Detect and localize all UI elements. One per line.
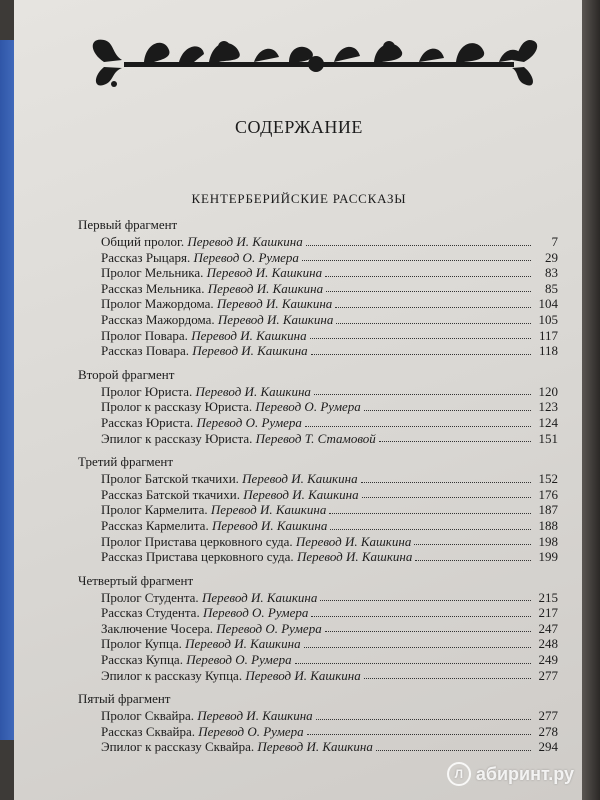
decorative-ornament-header [84, 32, 544, 92]
entry-title: Пролог Повара. [101, 327, 192, 343]
entry-text [101, 636, 301, 652]
page-title: СОДЕРЖАНИЕ [235, 117, 363, 137]
entry-text [101, 265, 322, 281]
leader-dots [361, 482, 531, 483]
toc-entry [78, 518, 558, 534]
page-number: 249 [538, 652, 558, 668]
page-number: 105 [538, 311, 558, 327]
entry-translator: Перевод Т. Стамовой [255, 430, 376, 446]
leader-dots [376, 750, 531, 751]
entry-title: Рассказ Батской ткачихи. [101, 486, 244, 502]
entry-text [101, 296, 332, 312]
page-number: 198 [538, 533, 558, 549]
entry-title: Рассказ Рыцаря. [101, 249, 194, 265]
entry-translator: Перевод И. Кашкина [295, 533, 412, 549]
entry-translator: Перевод И. Кашкина [243, 486, 359, 502]
entry-title: Заключение Чосера. [101, 620, 217, 636]
leader-dots [295, 663, 531, 664]
leader-dots [310, 338, 531, 339]
page-number: 117 [538, 327, 558, 343]
entry-title: Рассказ Студента. [101, 605, 203, 621]
table-of-contents [78, 216, 558, 762]
toc-entry [78, 708, 558, 724]
watermark-logo [447, 762, 574, 786]
leader-dots [336, 323, 531, 324]
toc-entry [78, 384, 558, 400]
watermark-text: абиринт.ру [475, 763, 574, 784]
entry-title: Пролог Мажордома. [101, 296, 217, 312]
page-number: 187 [538, 502, 558, 518]
leader-dots [307, 734, 531, 735]
toc-entry [78, 636, 558, 652]
entry-translator: Перевод И. Кашкина [242, 471, 358, 487]
entry-translator: Перевод И. Кашкина [210, 502, 327, 518]
entry-title: Пролог к рассказу Юриста. [101, 399, 256, 415]
leader-dots [316, 719, 531, 720]
entry-translator: Перевод И. Кашкина [296, 549, 413, 565]
toc-section [78, 366, 558, 446]
entry-text [101, 549, 412, 565]
entry-text [101, 502, 326, 518]
entry-translator: Перевод И. Кашкина [206, 265, 323, 281]
toc-entry [78, 605, 558, 621]
entry-title: Эпилог к рассказу Купца. [101, 667, 246, 683]
leader-dots [325, 276, 531, 277]
page-number: 188 [538, 517, 558, 533]
entry-translator: Перевод О. Румера [193, 249, 299, 265]
entry-translator: Перевод И. Кашкина [191, 327, 307, 343]
entry-text [101, 739, 373, 755]
entry-text [101, 605, 308, 621]
entry-text [101, 312, 333, 328]
entry-title: Пролог Пристава церковного суда. [101, 533, 296, 549]
toc-entry [78, 652, 558, 668]
entry-text [101, 234, 303, 250]
leader-dots [379, 441, 531, 442]
entry-title: Рассказ Купца. [101, 652, 187, 668]
page-number: 123 [538, 399, 558, 415]
toc-entry [78, 590, 558, 606]
entry-translator: Перевод И. Кашкина [197, 708, 313, 724]
entry-translator: Перевод О. Румера [216, 620, 322, 636]
section-heading: Первый фрагмент [78, 217, 178, 232]
entry-translator: Перевод И. Кашкина [217, 311, 334, 327]
page-number: 248 [538, 636, 558, 652]
entry-text [101, 708, 313, 724]
page-number: 104 [538, 296, 558, 312]
page-number: 247 [538, 620, 558, 636]
entry-translator: Перевод О. Румера [186, 652, 292, 668]
entry-text [101, 384, 311, 400]
entry-translator: Перевод О. Румера [202, 605, 309, 621]
toc-section [78, 572, 558, 684]
leader-dots [330, 529, 531, 530]
section-heading: Пятый фрагмент [78, 691, 171, 707]
entry-text [101, 534, 411, 550]
toc-section [78, 216, 558, 359]
entry-text [101, 415, 302, 431]
entry-text [101, 250, 299, 266]
entry-title: Рассказ Кармелита. [101, 517, 212, 533]
entry-title: Рассказ Мельника. [101, 280, 208, 296]
toc-entry [78, 502, 558, 518]
toc-entry [78, 296, 558, 312]
entry-translator: Перевод И. Кашкина [195, 383, 311, 399]
page-number: 85 [545, 280, 558, 296]
page-number: 152 [538, 471, 558, 487]
entry-text [101, 399, 361, 415]
entry-text [101, 724, 304, 740]
page-number: 124 [538, 414, 558, 430]
entry-translator: Перевод О. Румера [255, 399, 361, 415]
page-number: 217 [538, 605, 558, 621]
entry-text [101, 281, 323, 297]
leader-dots [415, 560, 531, 561]
entry-title: Пролог Сквайра. [101, 708, 198, 724]
leader-dots [320, 600, 531, 601]
entry-text [101, 668, 361, 684]
leader-dots [414, 544, 531, 545]
entry-translator: Перевод И. Кашкина [216, 296, 333, 312]
section-heading: Четвертый фрагмент [78, 572, 194, 588]
toc-entry [78, 312, 558, 328]
entry-translator: Перевод И. Кашкина [245, 667, 361, 683]
page-number: 215 [538, 589, 558, 605]
entry-title: Рассказ Сквайра. [101, 723, 199, 739]
entry-translator: Перевод И. Кашкина [185, 636, 301, 652]
entry-text [101, 343, 308, 359]
entry-title: Пролог Юриста. [101, 383, 196, 399]
page-edge-shadow [582, 0, 600, 800]
leader-dots [311, 354, 531, 355]
book-page [14, 0, 584, 800]
entry-title: Рассказ Пристава церковного суда. [101, 549, 297, 565]
page-number: 83 [545, 265, 558, 281]
entry-title: Рассказ Повара. [101, 343, 193, 359]
leader-dots [314, 394, 531, 395]
toc-entry [78, 281, 558, 297]
toc-section [78, 453, 558, 565]
toc-entry [78, 668, 558, 684]
page-number: 278 [538, 723, 558, 739]
entry-translator: Перевод И. Кашкина [201, 589, 318, 605]
entry-title: Пролог Кармелита. [101, 502, 211, 518]
leader-dots [362, 497, 531, 498]
leader-dots [325, 631, 531, 632]
leader-dots [305, 426, 531, 427]
entry-translator: Перевод И. Кашкина [192, 343, 308, 359]
page-number: 29 [545, 249, 558, 265]
page-number: 120 [538, 383, 558, 399]
leader-dots [326, 291, 531, 292]
entry-title: Рассказ Мажордома. [101, 311, 218, 327]
leader-dots [306, 245, 531, 246]
entry-text [101, 621, 322, 637]
toc-entry [78, 415, 558, 431]
page-number: 294 [538, 739, 558, 755]
page-number: 199 [538, 549, 558, 565]
toc-entry [78, 250, 558, 266]
page-number: 151 [538, 430, 558, 446]
leader-dots [311, 616, 531, 617]
section-heading: Второй фрагмент [78, 366, 175, 382]
toc-entry [78, 487, 558, 503]
book-subtitle: КЕНТЕРБЕРИЙСКИЕ РАССКАЗЫ [191, 191, 407, 206]
toc-entry [78, 234, 558, 250]
page-number: 176 [538, 486, 558, 502]
leader-dots [335, 307, 531, 308]
entry-title: Эпилог к рассказу Юриста. [101, 430, 256, 446]
toc-entry [78, 265, 558, 281]
page-number: 118 [538, 343, 558, 359]
entry-title: Пролог Мельника. [101, 265, 207, 281]
leader-dots [364, 678, 531, 679]
leader-dots [304, 647, 531, 648]
entry-translator: Перевод И. Кашкина [187, 234, 303, 249]
leader-dots [364, 410, 531, 411]
entry-text [101, 431, 376, 447]
entry-translator: Перевод И. Кашкина [211, 517, 328, 533]
entry-translator: Перевод О. Румера [198, 723, 304, 739]
toc-entry [78, 431, 558, 447]
entry-title: Рассказ Юриста. [101, 414, 197, 430]
entry-text [101, 328, 307, 344]
toc-entry [78, 739, 558, 755]
entry-text [101, 518, 327, 534]
toc-entry [78, 399, 558, 415]
toc-entry [78, 549, 558, 565]
leader-dots [302, 260, 531, 261]
toc-section [78, 690, 558, 755]
entry-title: Эпилог к рассказу Сквайра. [101, 739, 258, 755]
entry-title: Общий пролог. [101, 234, 188, 249]
entry-text [101, 652, 292, 668]
section-heading: Третий фрагмент [78, 454, 174, 470]
watermark-badge: Л [447, 762, 471, 786]
entry-text [101, 590, 317, 606]
toc-entry [78, 343, 558, 359]
entry-title: Пролог Купца. [101, 636, 186, 652]
entry-text [101, 471, 358, 487]
entry-text [101, 487, 359, 503]
toc-entry [78, 471, 558, 487]
toc-entry [78, 724, 558, 740]
toc-entry [78, 534, 558, 550]
page-number: 277 [538, 708, 558, 724]
page-number: 7 [551, 234, 558, 249]
entry-translator: Перевод И. Кашкина [257, 739, 373, 755]
entry-title: Пролог Студента. [101, 589, 202, 605]
entry-translator: Перевод О. Румера [196, 414, 302, 430]
leader-dots [329, 513, 531, 514]
entry-title: Пролог Батской ткачихи. [101, 471, 243, 487]
entry-translator: Перевод И. Кашкина [207, 280, 324, 296]
toc-entry [78, 621, 558, 637]
toc-entry [78, 328, 558, 344]
page-number: 277 [538, 667, 558, 683]
